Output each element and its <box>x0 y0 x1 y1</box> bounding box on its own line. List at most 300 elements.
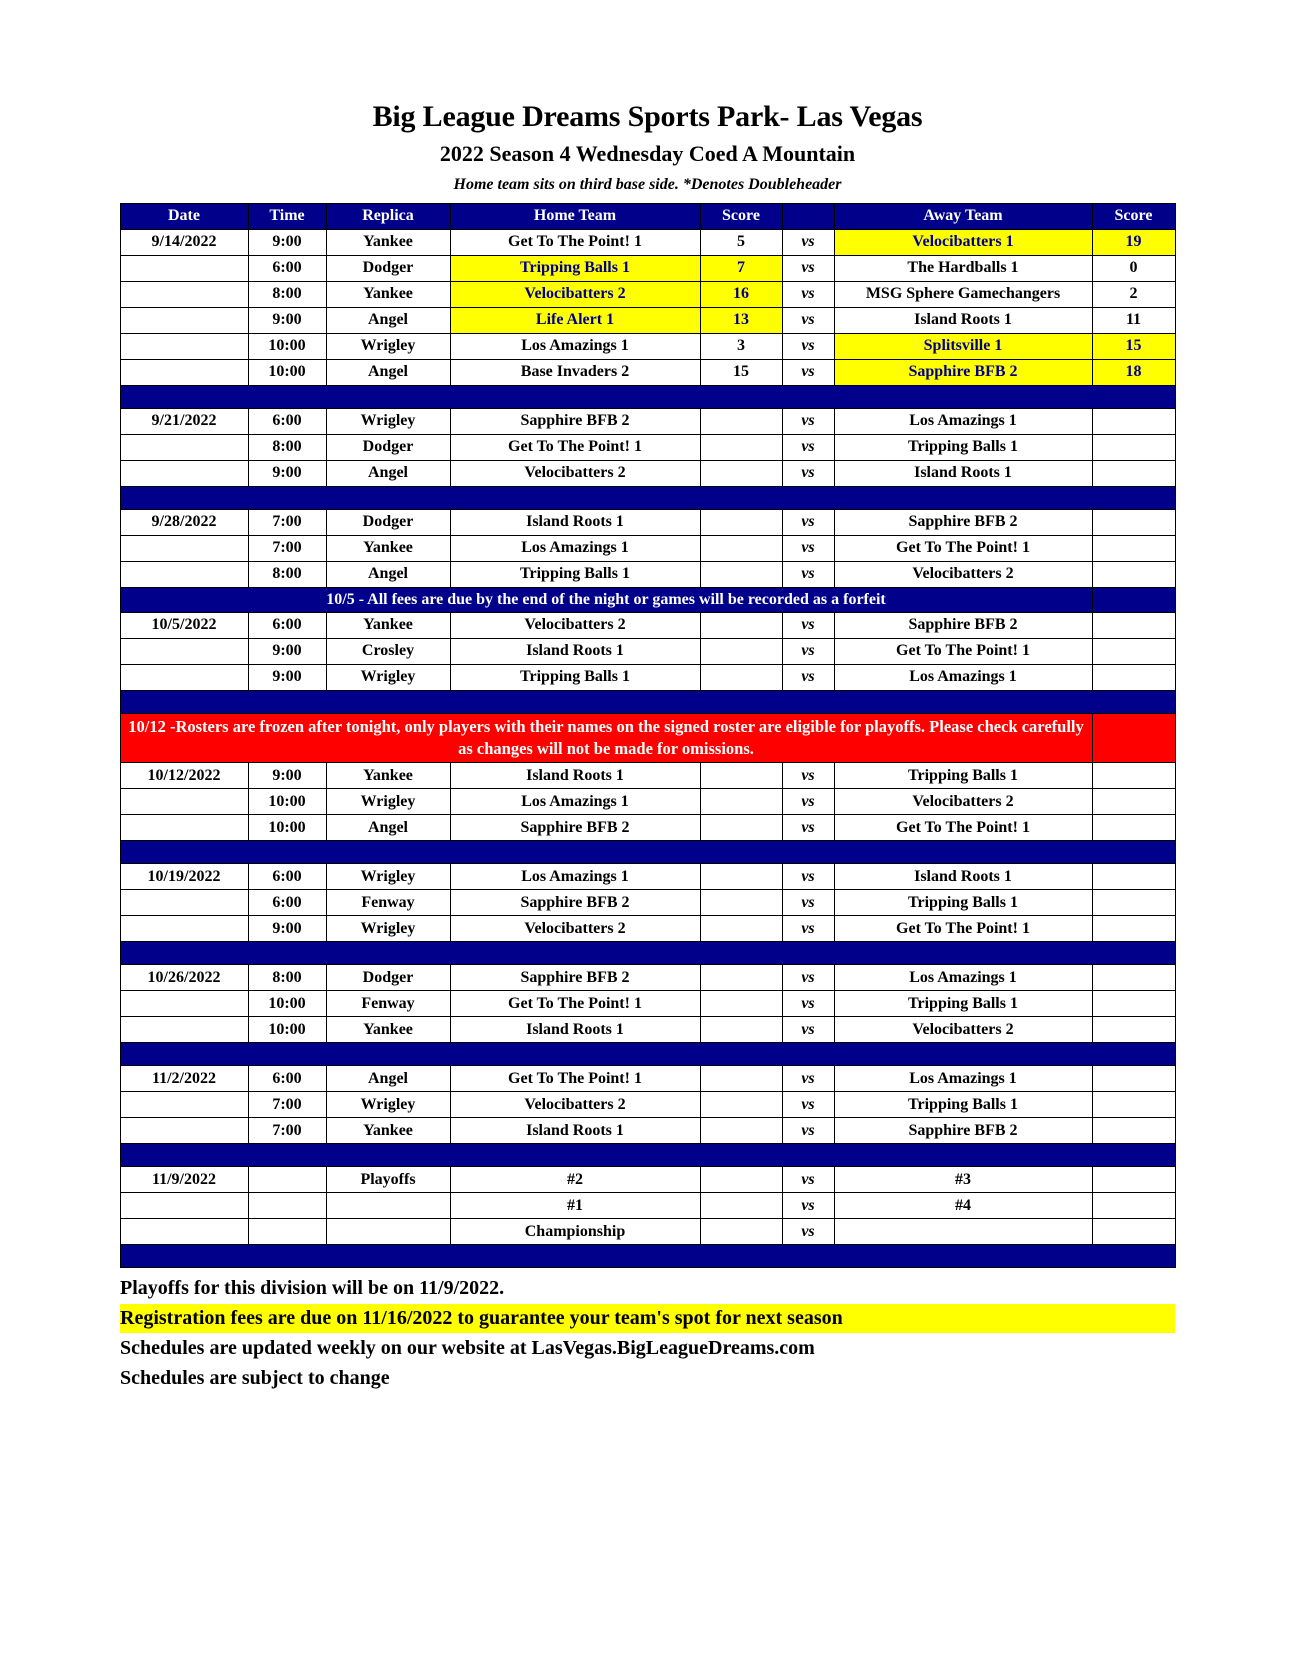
cell-away-score <box>1092 509 1175 535</box>
cell-time <box>248 1193 326 1219</box>
cell-vs: vs <box>782 434 834 460</box>
cell-vs: vs <box>782 1118 834 1144</box>
cell-away-score <box>1092 815 1175 841</box>
cell-replica: Yankee <box>326 281 450 307</box>
cell-replica: Wrigley <box>326 864 450 890</box>
cell-date <box>120 561 248 587</box>
footer-registration-line: Registration fees are due on 11/16/2022 to guarantee your team's spot for next season <box>120 1304 1175 1333</box>
table-row <box>120 1118 1175 1144</box>
cell-vs: vs <box>782 1219 834 1245</box>
table-row <box>120 307 1175 333</box>
cell-replica: Wrigley <box>326 789 450 815</box>
cell-home-team: Velocibatters 2 <box>450 612 700 638</box>
cell-away-score <box>1092 460 1175 486</box>
cell-away-team: Sapphire BFB 2 <box>834 359 1092 385</box>
notice-text: 10/12 -Rosters are frozen after tonight, only players with their names on the signed roster are eligible for playoffs. Please check carefully as changes will not be made for omissions. <box>120 713 1092 763</box>
cell-home-team: Get To The Point! 1 <box>450 991 700 1017</box>
table-row <box>120 890 1175 916</box>
cell-vs: vs <box>782 359 834 385</box>
table-row <box>120 359 1175 385</box>
table-row <box>120 509 1175 535</box>
cell-home-score <box>700 864 782 890</box>
table-row <box>120 1092 1175 1118</box>
cell-vs: vs <box>782 561 834 587</box>
cell-away-score <box>1092 991 1175 1017</box>
cell-date: 11/9/2022 <box>120 1167 248 1193</box>
cell-away-score <box>1092 965 1175 991</box>
cell-away-score <box>1092 638 1175 664</box>
cell-date: 10/12/2022 <box>120 763 248 789</box>
cell-replica: Wrigley <box>326 408 450 434</box>
cell-away-team: MSG Sphere Gamechangers <box>834 281 1092 307</box>
cell-away-score: 19 <box>1092 229 1175 255</box>
cell-replica: Dodger <box>326 965 450 991</box>
cell-replica: Yankee <box>326 535 450 561</box>
table-row <box>120 763 1175 789</box>
cell-replica: Angel <box>326 561 450 587</box>
cell-away-team: Los Amazings 1 <box>834 408 1092 434</box>
cell-time: 6:00 <box>248 1066 326 1092</box>
notice-row-rosters <box>120 713 1175 763</box>
cell-away-score <box>1092 664 1175 690</box>
cell-time: 9:00 <box>248 460 326 486</box>
cell-vs: vs <box>782 255 834 281</box>
cell-home-score <box>700 991 782 1017</box>
cell-vs: vs <box>782 509 834 535</box>
spacer-cell <box>120 385 1175 408</box>
cell-home-team: Sapphire BFB 2 <box>450 408 700 434</box>
cell-away-team: Sapphire BFB 2 <box>834 612 1092 638</box>
cell-time: 9:00 <box>248 307 326 333</box>
cell-home-score <box>700 763 782 789</box>
cell-home-score <box>700 460 782 486</box>
cell-home-team: Tripping Balls 1 <box>450 561 700 587</box>
column-header-time: Time <box>248 203 326 229</box>
table-row <box>120 561 1175 587</box>
cell-date <box>120 664 248 690</box>
cell-home-score <box>700 815 782 841</box>
cell-time <box>248 1219 326 1245</box>
cell-date <box>120 1193 248 1219</box>
cell-vs: vs <box>782 229 834 255</box>
cell-away-team: Velocibatters 2 <box>834 789 1092 815</box>
cell-away-score: 15 <box>1092 333 1175 359</box>
cell-vs: vs <box>782 991 834 1017</box>
column-header-away-team: Away Team <box>834 203 1092 229</box>
cell-home-team: Island Roots 1 <box>450 509 700 535</box>
cell-vs: vs <box>782 638 834 664</box>
cell-date: 10/26/2022 <box>120 965 248 991</box>
cell-home-score <box>700 1193 782 1219</box>
cell-away-score <box>1092 1066 1175 1092</box>
cell-home-score: 15 <box>700 359 782 385</box>
cell-away-score: 11 <box>1092 307 1175 333</box>
cell-time: 8:00 <box>248 965 326 991</box>
cell-away-team: Island Roots 1 <box>834 864 1092 890</box>
cell-time: 7:00 <box>248 535 326 561</box>
cell-home-score <box>700 1167 782 1193</box>
cell-time: 7:00 <box>248 509 326 535</box>
cell-home-team: Island Roots 1 <box>450 1017 700 1043</box>
table-row <box>120 612 1175 638</box>
spacer-row <box>120 1043 1175 1066</box>
cell-vs: vs <box>782 763 834 789</box>
cell-date <box>120 333 248 359</box>
cell-time: 10:00 <box>248 789 326 815</box>
cell-home-score <box>700 789 782 815</box>
cell-replica: Dodger <box>326 255 450 281</box>
cell-away-team: #4 <box>834 1193 1092 1219</box>
cell-home-team: Base Invaders 2 <box>450 359 700 385</box>
spacer-cell <box>120 1144 1175 1167</box>
cell-date <box>120 1017 248 1043</box>
cell-home-team: Velocibatters 2 <box>450 281 700 307</box>
cell-date: 10/5/2022 <box>120 612 248 638</box>
cell-vs: vs <box>782 460 834 486</box>
cell-time: 9:00 <box>248 763 326 789</box>
cell-away-team: Velocibatters 2 <box>834 1017 1092 1043</box>
document-header <box>0 0 1295 194</box>
cell-home-team: Velocibatters 2 <box>450 1092 700 1118</box>
cell-home-score <box>700 1118 782 1144</box>
cell-away-score: 18 <box>1092 359 1175 385</box>
cell-home-score <box>700 1219 782 1245</box>
cell-away-score <box>1092 916 1175 942</box>
cell-away-team: Tripping Balls 1 <box>834 991 1092 1017</box>
cell-replica: Dodger <box>326 509 450 535</box>
cell-home-score <box>700 1017 782 1043</box>
spacer-cell <box>120 690 1175 713</box>
cell-date: 9/28/2022 <box>120 509 248 535</box>
cell-home-team: Championship <box>450 1219 700 1245</box>
cell-home-score <box>700 916 782 942</box>
cell-time: 6:00 <box>248 612 326 638</box>
cell-replica: Wrigley <box>326 916 450 942</box>
table-row <box>120 408 1175 434</box>
cell-away-team: Los Amazings 1 <box>834 664 1092 690</box>
spacer-row <box>120 486 1175 509</box>
table-row <box>120 1167 1175 1193</box>
cell-home-team: #1 <box>450 1193 700 1219</box>
cell-time: 6:00 <box>248 408 326 434</box>
table-row <box>120 638 1175 664</box>
cell-date <box>120 1219 248 1245</box>
cell-date <box>120 434 248 460</box>
cell-home-score: 5 <box>700 229 782 255</box>
cell-away-score <box>1092 612 1175 638</box>
table-row <box>120 916 1175 942</box>
cell-home-score <box>700 1092 782 1118</box>
table-row <box>120 1066 1175 1092</box>
cell-time: 8:00 <box>248 281 326 307</box>
cell-away-score <box>1092 890 1175 916</box>
cell-date <box>120 281 248 307</box>
column-header-replica: Replica <box>326 203 450 229</box>
cell-vs: vs <box>782 789 834 815</box>
spacer-row <box>120 690 1175 713</box>
cell-home-score: 13 <box>700 307 782 333</box>
spacer-cell <box>120 1043 1175 1066</box>
cell-date <box>120 890 248 916</box>
cell-home-team: Sapphire BFB 2 <box>450 815 700 841</box>
cell-away-team: Sapphire BFB 2 <box>834 509 1092 535</box>
cell-away-team: The Hardballs 1 <box>834 255 1092 281</box>
spacer-cell <box>120 486 1175 509</box>
cell-home-team: Sapphire BFB 2 <box>450 890 700 916</box>
cell-replica: Yankee <box>326 612 450 638</box>
spacer-row <box>120 1144 1175 1167</box>
table-row <box>120 815 1175 841</box>
cell-time: 9:00 <box>248 916 326 942</box>
spacer-row <box>120 841 1175 864</box>
column-header-home-score: Score <box>700 203 782 229</box>
cell-home-score <box>700 509 782 535</box>
cell-away-score <box>1092 1193 1175 1219</box>
table-body <box>120 229 1175 1268</box>
page-subtitle: 2022 Season 4 Wednesday Coed A Mountain <box>439 141 856 166</box>
cell-home-team: Life Alert 1 <box>450 307 700 333</box>
cell-away-score <box>1092 1118 1175 1144</box>
cell-away-team: Los Amazings 1 <box>834 1066 1092 1092</box>
cell-home-score: 16 <box>700 281 782 307</box>
cell-time: 10:00 <box>248 1017 326 1043</box>
cell-home-score <box>700 890 782 916</box>
table-row <box>120 281 1175 307</box>
cell-replica: Playoffs <box>326 1167 450 1193</box>
cell-away-team: Get To The Point! 1 <box>834 815 1092 841</box>
table-row <box>120 1193 1175 1219</box>
page-title: Big League Dreams Sports Park- Las Vegas <box>372 100 923 133</box>
column-header-date: Date <box>120 203 248 229</box>
cell-date: 9/14/2022 <box>120 229 248 255</box>
column-header-away-score: Score <box>1092 203 1175 229</box>
cell-away-team <box>834 1219 1092 1245</box>
cell-time: 8:00 <box>248 561 326 587</box>
cell-home-team: Get To The Point! 1 <box>450 229 700 255</box>
cell-home-score <box>700 965 782 991</box>
footer-subject-to-change-line: Schedules are subject to change <box>120 1367 390 1390</box>
cell-away-team: Tripping Balls 1 <box>834 763 1092 789</box>
table-row <box>120 1219 1175 1245</box>
cell-home-score: 7 <box>700 255 782 281</box>
notice-text: 10/5 - All fees are due by the end of the night or games will be recorded as a forfeit <box>120 587 1092 612</box>
cell-replica: Angel <box>326 460 450 486</box>
cell-home-score <box>700 408 782 434</box>
table-row <box>120 333 1175 359</box>
cell-away-team: Velocibatters 1 <box>834 229 1092 255</box>
cell-replica: Dodger <box>326 434 450 460</box>
table-row <box>120 965 1175 991</box>
cell-date <box>120 1118 248 1144</box>
cell-time: 10:00 <box>248 359 326 385</box>
notice-row-fees <box>120 587 1175 612</box>
table-header-row <box>120 203 1175 229</box>
cell-away-score: 0 <box>1092 255 1175 281</box>
cell-vs: vs <box>782 281 834 307</box>
cell-vs: vs <box>782 890 834 916</box>
cell-away-score <box>1092 434 1175 460</box>
cell-vs: vs <box>782 815 834 841</box>
cell-away-team: Tripping Balls 1 <box>834 434 1092 460</box>
schedule-table <box>120 203 1176 1269</box>
cell-date <box>120 815 248 841</box>
spacer-cell <box>120 942 1175 965</box>
cell-home-score <box>700 612 782 638</box>
cell-away-team: Velocibatters 2 <box>834 561 1092 587</box>
cell-date <box>120 255 248 281</box>
cell-home-team: Island Roots 1 <box>450 1118 700 1144</box>
cell-replica: Crosley <box>326 638 450 664</box>
footer-website-line: Schedules are updated weekly on our website at LasVegas.BigLeagueDreams.com <box>120 1337 815 1360</box>
cell-time: 9:00 <box>248 664 326 690</box>
cell-home-team: Get To The Point! 1 <box>450 434 700 460</box>
cell-replica: Wrigley <box>326 1092 450 1118</box>
table-row <box>120 991 1175 1017</box>
cell-replica: Angel <box>326 359 450 385</box>
cell-away-team: Island Roots 1 <box>834 307 1092 333</box>
cell-date <box>120 359 248 385</box>
column-header-vs <box>782 203 834 229</box>
cell-away-team: Island Roots 1 <box>834 460 1092 486</box>
spacer-row <box>120 385 1175 408</box>
cell-vs: vs <box>782 965 834 991</box>
cell-home-team: Tripping Balls 1 <box>450 255 700 281</box>
table-row <box>120 864 1175 890</box>
cell-replica: Angel <box>326 307 450 333</box>
table-row <box>120 229 1175 255</box>
cell-away-team: Get To The Point! 1 <box>834 535 1092 561</box>
cell-replica: Yankee <box>326 763 450 789</box>
column-header-home-team: Home Team <box>450 203 700 229</box>
notice-trailing-cell <box>1092 587 1175 612</box>
table-row <box>120 460 1175 486</box>
cell-vs: vs <box>782 1066 834 1092</box>
cell-away-team: #3 <box>834 1167 1092 1193</box>
cell-away-team: Sapphire BFB 2 <box>834 1118 1092 1144</box>
cell-home-team: Los Amazings 1 <box>450 864 700 890</box>
cell-away-score <box>1092 408 1175 434</box>
cell-time: 9:00 <box>248 229 326 255</box>
cell-home-team: Los Amazings 1 <box>450 333 700 359</box>
spacer-cell <box>120 841 1175 864</box>
table-row <box>120 535 1175 561</box>
page-note: Home team sits on third base side. *Denotes Doubleheader <box>453 176 842 194</box>
cell-away-score <box>1092 1167 1175 1193</box>
cell-home-team: Tripping Balls 1 <box>450 664 700 690</box>
cell-time: 7:00 <box>248 1118 326 1144</box>
cell-home-team: Island Roots 1 <box>450 763 700 789</box>
cell-away-team: Splitsville 1 <box>834 333 1092 359</box>
cell-replica: Yankee <box>326 1017 450 1043</box>
cell-replica: Wrigley <box>326 664 450 690</box>
cell-date <box>120 789 248 815</box>
cell-time: 8:00 <box>248 434 326 460</box>
table-row <box>120 664 1175 690</box>
cell-date: 10/19/2022 <box>120 864 248 890</box>
cell-date <box>120 916 248 942</box>
table-row <box>120 1017 1175 1043</box>
cell-time: 10:00 <box>248 991 326 1017</box>
cell-home-team: Velocibatters 2 <box>450 460 700 486</box>
cell-home-team: Los Amazings 1 <box>450 535 700 561</box>
cell-time: 9:00 <box>248 638 326 664</box>
cell-date <box>120 1092 248 1118</box>
footer-playoffs-line: Playoffs for this division will be on 11/9/2022. <box>120 1277 505 1300</box>
cell-time: 6:00 <box>248 890 326 916</box>
cell-home-score <box>700 664 782 690</box>
cell-vs: vs <box>782 1092 834 1118</box>
cell-vs: vs <box>782 408 834 434</box>
cell-away-score <box>1092 763 1175 789</box>
cell-date <box>120 638 248 664</box>
cell-home-team: #2 <box>450 1167 700 1193</box>
cell-away-team: Tripping Balls 1 <box>834 1092 1092 1118</box>
table-row <box>120 255 1175 281</box>
cell-replica <box>326 1219 450 1245</box>
cell-time: 10:00 <box>248 333 326 359</box>
cell-time <box>248 1167 326 1193</box>
cell-home-score <box>700 1066 782 1092</box>
spacer-cell <box>120 1245 1175 1268</box>
cell-home-score <box>700 638 782 664</box>
cell-home-score <box>700 434 782 460</box>
cell-time: 7:00 <box>248 1092 326 1118</box>
notice-trailing-cell <box>1092 713 1175 763</box>
cell-date <box>120 535 248 561</box>
cell-replica: Yankee <box>326 1118 450 1144</box>
cell-vs: vs <box>782 1167 834 1193</box>
cell-vs: vs <box>782 307 834 333</box>
cell-replica: Wrigley <box>326 333 450 359</box>
cell-replica: Angel <box>326 1066 450 1092</box>
cell-replica: Fenway <box>326 890 450 916</box>
cell-home-team: Island Roots 1 <box>450 638 700 664</box>
cell-away-score <box>1092 1219 1175 1245</box>
cell-date: 9/21/2022 <box>120 408 248 434</box>
cell-home-team: Sapphire BFB 2 <box>450 965 700 991</box>
cell-away-score <box>1092 864 1175 890</box>
cell-home-team: Get To The Point! 1 <box>450 1066 700 1092</box>
cell-away-score <box>1092 561 1175 587</box>
cell-date: 11/2/2022 <box>120 1066 248 1092</box>
cell-vs: vs <box>782 1017 834 1043</box>
cell-date <box>120 307 248 333</box>
cell-replica <box>326 1193 450 1219</box>
cell-away-score <box>1092 1017 1175 1043</box>
cell-home-score <box>700 561 782 587</box>
cell-home-score: 3 <box>700 333 782 359</box>
cell-vs: vs <box>782 1193 834 1219</box>
cell-replica: Fenway <box>326 991 450 1017</box>
cell-home-team: Los Amazings 1 <box>450 789 700 815</box>
cell-away-team: Get To The Point! 1 <box>834 638 1092 664</box>
cell-vs: vs <box>782 916 834 942</box>
cell-away-team: Los Amazings 1 <box>834 965 1092 991</box>
cell-vs: vs <box>782 864 834 890</box>
cell-date <box>120 460 248 486</box>
cell-away-team: Get To The Point! 1 <box>834 916 1092 942</box>
cell-replica: Yankee <box>326 229 450 255</box>
cell-home-score <box>700 535 782 561</box>
cell-away-score <box>1092 1092 1175 1118</box>
spacer-row <box>120 942 1175 965</box>
cell-time: 6:00 <box>248 255 326 281</box>
table-row <box>120 789 1175 815</box>
cell-away-score <box>1092 535 1175 561</box>
cell-vs: vs <box>782 535 834 561</box>
document-footer <box>120 1274 1175 1393</box>
cell-vs: vs <box>782 612 834 638</box>
